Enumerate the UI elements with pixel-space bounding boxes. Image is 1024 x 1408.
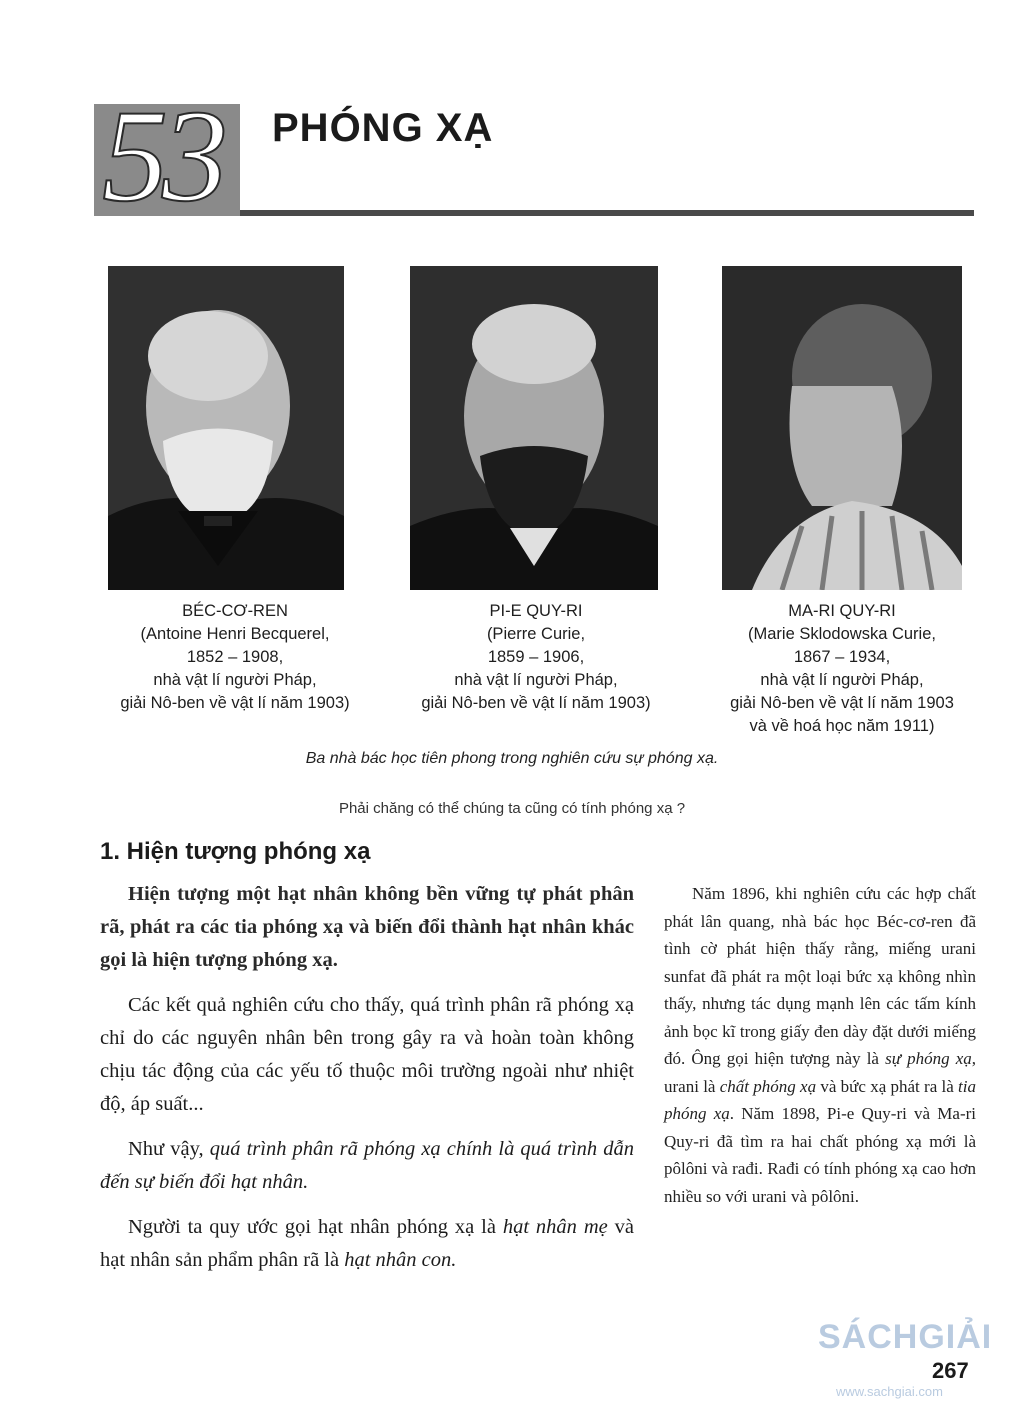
caption-line: giải Nô-ben về vật lí năm 1903	[730, 694, 954, 712]
italic-text: quá trình phân rã phóng xạ chính là quá trình dẫn đến sự biến đổi hạt nhân.	[100, 1138, 634, 1193]
paragraph: Các kết quả nghiên cứu cho thấy, quá trình phân rã phóng xạ chỉ do các nguyên nhân bên trong gây ra và hoàn toàn không chịu tác động của các yếu tố thuộc môi trường ngoài như nhiệt độ, áp suất...	[100, 994, 634, 1115]
italic-text: chất phóng xạ	[719, 1076, 817, 1096]
caption-line: nhà vật lí người Pháp,	[153, 671, 317, 689]
italic-text: hạt nhân con.	[344, 1249, 457, 1271]
portrait-marie-curie	[722, 266, 962, 590]
opening-question: Phải chăng có thể chúng ta cũng có tính phóng xạ ?	[338, 800, 686, 817]
caption-name: MA-RI QUY-RI	[788, 602, 896, 620]
sidebar-column	[664, 880, 976, 1210]
italic-text: hạt nhân mẹ	[502, 1216, 608, 1238]
caption-becquerel	[100, 600, 370, 715]
watermark-logo: SÁCHGIẢI	[818, 1318, 993, 1356]
caption-line: (Pierre Curie,	[486, 625, 586, 643]
text-run: . Năm 1898, Pi-e Quy-ri và Ma-ri Quy-ri đã tìm ra hai chất phóng xạ mới là pôlôni và rađi. Rađi có tính phóng xạ cao hơn nhiều so với urani và pôlôni.	[664, 1104, 977, 1206]
paragraph	[100, 1211, 634, 1277]
caption-line: 1859 – 1906,	[487, 648, 585, 666]
watermark-url: www.sachgiai.com	[836, 1384, 943, 1399]
caption-name: PI-E QUY-RI	[489, 602, 583, 620]
portrait-pierre-curie	[410, 266, 658, 590]
sidebar-paragraph	[664, 880, 976, 1210]
caption-line: nhà vật lí người Pháp,	[760, 671, 924, 689]
text-run: và hạt nhân sản phẩm phân rã là	[100, 1216, 635, 1271]
caption-line: giải Nô-ben về vật lí năm 1903)	[120, 694, 350, 712]
caption-name: BÉC-CƠ-REN	[182, 602, 288, 620]
text-run: Năm 1896, khi nghiên cứu các hợp chất phát lân quang, nhà bác học Béc-cơ-ren đã tình cờ phát hiện thấy rằng, miếng urani sunfat đã phát ra một loại bức xạ không nhìn thấy, nhưng tác dụng mạnh lên các tấm kính ảnh bọc kĩ trong giấy đen dày đặt dưới miếng đó. Ông gọi hiện tượng này là	[664, 884, 976, 1068]
caption-line: 1852 – 1908,	[186, 648, 284, 666]
text-run: và bức xạ phát ra là	[816, 1076, 959, 1096]
definition-paragraph: Hiện tượng một hạt nhân không bền vững tự phát phân rã, phát ra các tia phóng xạ và biến đổi thành hạt nhân khác gọi là hiện tượng phóng xạ.	[100, 883, 634, 971]
section-heading: 1. Hiện tượng phóng xạ	[100, 838, 371, 865]
lesson-number-box	[94, 104, 240, 216]
text-run: Người ta quy ước gọi hạt nhân phóng xạ là	[128, 1216, 503, 1238]
caption-line: 1867 – 1934,	[793, 648, 891, 666]
figure-caption: Ba nhà bác học tiên phong trong nghiên cứu sự phóng xạ.	[305, 750, 719, 767]
italic-text: sự phóng xạ	[885, 1049, 972, 1068]
caption-line: (Marie Sklodowska Curie,	[748, 625, 936, 643]
italic-text: tia phóng xạ	[664, 1076, 976, 1123]
lesson-number: 53	[102, 104, 222, 216]
caption-line: (Antoine Henri Becquerel,	[140, 625, 330, 643]
paragraph	[100, 1133, 634, 1199]
portrait-becquerel	[108, 266, 344, 590]
main-column	[100, 878, 634, 1289]
caption-line: và về hoá học năm 1911)	[749, 717, 935, 735]
title-rule	[240, 210, 974, 216]
text-run: , urani là	[664, 1049, 976, 1096]
caption-pierre-curie	[396, 600, 676, 715]
caption-line: nhà vật lí người Pháp,	[454, 671, 618, 689]
lesson-title: PHÓNG XẠ	[272, 106, 494, 150]
caption-line: giải Nô-ben về vật lí năm 1903)	[421, 694, 651, 712]
text-run: Như vậy,	[128, 1138, 210, 1160]
caption-marie-curie	[702, 600, 982, 738]
page-number: 267	[932, 1358, 969, 1383]
